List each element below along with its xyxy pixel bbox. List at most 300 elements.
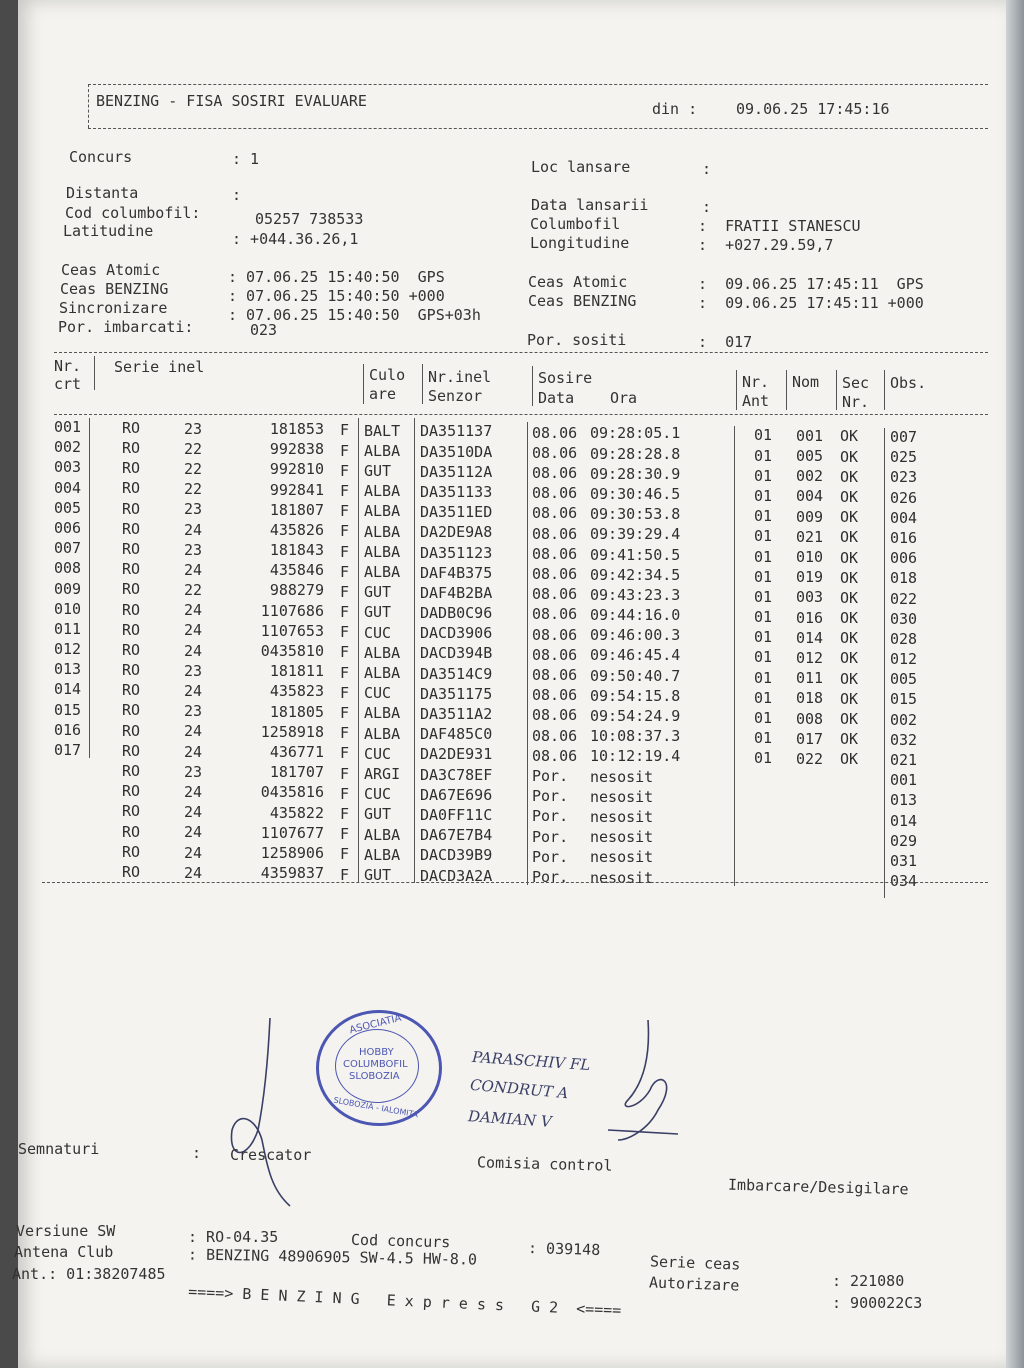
- cell-obs: 014: [890, 811, 918, 830]
- cell-inel: 1258918: [260, 722, 324, 741]
- cell-obs: 005: [890, 670, 918, 689]
- cell-inel: 988279: [269, 581, 324, 600]
- cell-data: Por.: [532, 847, 569, 866]
- concurs-label: Concurs: [69, 148, 133, 166]
- table-row: [18, 559, 1008, 588]
- cell-an: 22: [184, 439, 203, 458]
- cell-inel: 181853: [269, 419, 324, 438]
- cell-obs: 007: [890, 428, 918, 447]
- cell-obs: 013: [890, 791, 918, 810]
- cell-nom: 001: [796, 426, 824, 445]
- cell-data: 08.06: [532, 746, 578, 765]
- cell-an: 23: [184, 661, 203, 680]
- cell-senzor: DACD39B9: [420, 846, 493, 865]
- col-data: Data: [538, 389, 575, 407]
- cell-data: 08.06: [532, 625, 578, 644]
- col-ant: Ant: [742, 392, 770, 410]
- versiune-sw-value: : RO-04.35: [188, 1228, 279, 1246]
- cell-culoare: ALBA: [364, 643, 401, 662]
- ceas-atomic-start-label: Ceas Atomic: [61, 261, 161, 279]
- cell-nom: 005: [796, 447, 824, 466]
- cell-tara: RO: [122, 661, 141, 680]
- cell-an: 23: [184, 762, 203, 781]
- col-divider: [94, 356, 95, 390]
- ceas-atomic-end-label: Ceas Atomic: [528, 273, 628, 291]
- cell-an: 24: [184, 823, 203, 842]
- cell-nom: 009: [796, 507, 824, 526]
- cell-ora: 09:28:05.1: [590, 424, 681, 443]
- cell-sex: F: [340, 603, 350, 622]
- ceas-benzing-start-label: Ceas BENZING: [60, 280, 169, 298]
- cell-nr: 010: [54, 599, 82, 618]
- cell-senzor: DACD3906: [420, 624, 493, 643]
- cell-senzor: DA2DE9A8: [420, 523, 493, 542]
- cell-tara: RO: [122, 418, 141, 437]
- cell-obs: 018: [890, 569, 918, 588]
- cell-an: 24: [184, 520, 203, 539]
- ceas-benzing-start-value: : 07.06.25 15:40:50 +000: [228, 287, 445, 305]
- sincronizare-label: Sincronizare: [59, 299, 168, 317]
- col-divider: [363, 364, 364, 404]
- col-ora: Ora: [610, 389, 638, 407]
- col-sec: Sec: [842, 374, 870, 392]
- cell-data: Por.: [532, 867, 569, 886]
- col-divider: [736, 370, 737, 410]
- cell-sex: F: [340, 502, 350, 521]
- cell-senzor: DAF485C0: [420, 725, 493, 744]
- cell-nom: 018: [796, 689, 824, 708]
- cell-inel: 992810: [269, 460, 324, 479]
- cell-culoare: ALBA: [364, 663, 401, 682]
- cell-senzor: DACD394B: [420, 644, 493, 663]
- cell-data: 08.06: [532, 686, 578, 705]
- cell-inel: 435846: [269, 561, 324, 580]
- cell-sec: OK: [840, 548, 859, 567]
- cell-senzor: DAF4B2BA: [420, 583, 493, 602]
- cell-obs: 025: [890, 448, 918, 467]
- cell-obs: 021: [890, 751, 918, 770]
- cell-inel: 435822: [269, 803, 324, 822]
- cell-nom: 012: [796, 648, 824, 667]
- cell-ora: nesosit: [590, 848, 654, 867]
- loc-lansare-value: :: [702, 160, 712, 178]
- distanta-value: :: [232, 186, 242, 204]
- cell-sex: F: [340, 542, 350, 561]
- cell-inel: 181707: [269, 763, 324, 782]
- cell-data: 08.06: [532, 665, 578, 684]
- cell-ora: nesosit: [590, 868, 654, 887]
- cell-an: 24: [184, 843, 203, 862]
- cell-nr: 004: [54, 478, 82, 497]
- cell-senzor: DA0FF11C: [420, 805, 493, 824]
- cell-data: 08.06: [532, 605, 578, 624]
- serie-ceas-label: Serie ceas: [649, 1252, 741, 1274]
- cell-ora: 10:08:37.3: [590, 727, 681, 746]
- stamp-top-text: ASOCIATIA: [348, 1012, 403, 1037]
- cell-sex: F: [340, 805, 350, 824]
- imbarcare-desigilare-label: Imbarcare/Desigilare: [727, 1175, 909, 1199]
- cell-ant: 01: [754, 426, 773, 445]
- col-obs: Obs.: [890, 374, 927, 392]
- cell-ora: 09:30:53.8: [590, 505, 681, 524]
- col-nr-ant: Nr.: [742, 373, 770, 391]
- table-row: [18, 438, 1008, 467]
- comisia-control-label: Comisia control: [476, 1153, 613, 1175]
- table-row: [18, 720, 1008, 749]
- header-left-rule: [88, 84, 89, 128]
- cell-sec: OK: [840, 710, 859, 729]
- table-row: [18, 579, 1008, 608]
- cell-tara: RO: [122, 701, 141, 720]
- cell-tara: RO: [122, 862, 141, 881]
- cell-nr: 002: [54, 438, 82, 457]
- cod-concurs-label: Cod concurs: [350, 1230, 451, 1252]
- cod-columbofil-label: Cod columbofil:: [65, 204, 201, 222]
- cell-tara: RO: [122, 580, 141, 599]
- cell-nom: 003: [796, 588, 824, 607]
- cell-nr: 005: [54, 498, 82, 517]
- cell-nom: 019: [796, 568, 824, 587]
- cell-ant: 01: [754, 608, 773, 627]
- cell-tara: RO: [122, 560, 141, 579]
- cell-inel: 181807: [269, 500, 324, 519]
- cell-an: 23: [184, 419, 203, 438]
- cell-sex: F: [340, 865, 350, 884]
- cell-ant: 01: [754, 668, 773, 687]
- col-nr-inel: Nr.inel: [428, 368, 492, 386]
- col-nr: Nr.: [54, 357, 82, 375]
- cell-an: 24: [184, 641, 203, 660]
- table-row: [18, 862, 1008, 891]
- cell-nom: 008: [796, 709, 824, 728]
- por-imbarcati-value: 023: [250, 321, 278, 339]
- cell-sex: F: [340, 683, 350, 702]
- table-row: [18, 761, 1008, 790]
- cell-ant: 01: [754, 567, 773, 586]
- cell-senzor: DACD3A2A: [420, 866, 493, 885]
- cell-culoare: CUC: [364, 623, 392, 642]
- table-row: [18, 640, 1008, 669]
- cell-nr: 013: [54, 660, 82, 679]
- cell-obs: 004: [890, 508, 918, 527]
- cell-nr: 012: [54, 640, 82, 659]
- cell-sec: OK: [840, 689, 859, 708]
- versiune-sw-label: Versiune SW: [16, 1222, 116, 1240]
- table-row: [18, 802, 1008, 830]
- cell-tara: RO: [122, 519, 141, 538]
- cell-obs: 001: [890, 771, 918, 790]
- cell-sec: OK: [840, 750, 859, 769]
- cell-senzor: DA35112A: [420, 462, 493, 481]
- table-row: [18, 458, 1008, 487]
- col-divider: [836, 370, 837, 410]
- cell-ant: 01: [754, 749, 773, 768]
- cell-sex: F: [340, 663, 350, 682]
- cell-senzor: DA3514C9: [420, 664, 493, 683]
- cell-sec: OK: [840, 609, 859, 628]
- cell-obs: 002: [890, 710, 918, 729]
- cell-obs: 031: [890, 851, 918, 870]
- table-row: [18, 842, 1008, 870]
- col-culoare-2: are: [369, 385, 397, 403]
- cell-inel: 181843: [269, 541, 324, 560]
- cell-senzor: DA351175: [420, 684, 493, 703]
- cell-ora: nesosit: [590, 828, 654, 847]
- cell-ora: 09:54:15.8: [590, 686, 681, 705]
- data-lansarii-value: :: [702, 198, 712, 216]
- cell-tara: RO: [122, 842, 141, 861]
- columbofil-label: Columbofil: [530, 215, 621, 233]
- cell-senzor: DA3511ED: [420, 503, 493, 522]
- cell-nr: 009: [54, 579, 82, 598]
- table-row: [18, 782, 1008, 810]
- table-row: [18, 418, 1008, 447]
- cell-tara: RO: [122, 782, 141, 801]
- cell-data: 08.06: [532, 544, 578, 563]
- cell-senzor: DADB0C96: [420, 604, 493, 623]
- cell-culoare: ALBA: [364, 441, 401, 460]
- cell-ant: 01: [754, 729, 773, 748]
- ceas-benzing-end-label: Ceas BENZING: [528, 292, 637, 310]
- cell-tara: RO: [122, 802, 141, 821]
- antenna-id: Ant.: 01:38207485: [12, 1265, 166, 1283]
- cell-ora: 09:44:16.0: [590, 606, 681, 625]
- cell-data: 08.06: [532, 484, 578, 503]
- cell-tara: RO: [122, 620, 141, 639]
- cell-culoare: GUT: [364, 805, 392, 824]
- table-row: [18, 822, 1008, 850]
- serie-ceas-value: : 221080: [832, 1272, 905, 1290]
- col-culoare: Culo: [369, 366, 406, 384]
- autorizare-label: Autorizare: [648, 1273, 740, 1295]
- cod-concurs-value: : 039148: [527, 1239, 601, 1259]
- cell-sex: F: [340, 724, 350, 743]
- cell-sex: F: [340, 441, 350, 460]
- table-row: [18, 498, 1008, 527]
- cell-inel: 992838: [269, 440, 324, 459]
- cell-ora: 09:46:45.4: [590, 646, 681, 665]
- cell-nom: 017: [796, 729, 824, 748]
- cell-culoare: ALBA: [364, 825, 401, 844]
- cell-nom: 016: [796, 608, 824, 627]
- cell-sec: OK: [840, 730, 859, 749]
- cell-sec: OK: [840, 487, 859, 506]
- cell-obs: 034: [890, 872, 918, 891]
- cell-senzor: DA351137: [420, 422, 493, 441]
- cell-ora: nesosit: [590, 787, 654, 806]
- col-crt: crt: [54, 375, 82, 393]
- semnaturi-colon: :: [192, 1144, 202, 1162]
- cell-culoare: ALBA: [364, 522, 401, 541]
- cell-culoare: ALBA: [364, 724, 401, 743]
- col-divider: [532, 366, 533, 406]
- cell-nr: 007: [54, 539, 82, 558]
- cell-inel: 1107677: [260, 823, 324, 842]
- data-lansarii-label: Data lansarii: [531, 196, 649, 214]
- cell-nom: 010: [796, 548, 824, 567]
- table-row: [18, 599, 1008, 628]
- cell-ant: 01: [754, 466, 773, 485]
- semnaturi-label: Semnaturi: [18, 1140, 100, 1158]
- signature-comisia: [588, 1010, 698, 1150]
- cell-culoare: ALBA: [364, 502, 401, 521]
- cell-nr: 014: [54, 680, 82, 699]
- background-edge: [1006, 0, 1024, 1368]
- cell-an: 23: [184, 702, 203, 721]
- cell-tara: RO: [122, 479, 141, 498]
- cell-sec: OK: [840, 588, 859, 607]
- cell-culoare: CUC: [364, 744, 392, 763]
- cell-sex: F: [340, 623, 350, 642]
- cell-obs: 026: [890, 488, 918, 507]
- cell-nr: 016: [54, 720, 82, 739]
- cell-senzor: DA351123: [420, 543, 493, 562]
- cell-nr: 008: [54, 559, 82, 578]
- benzing-brand-line: ====> B E N Z I N G E x p r e s s G 2 <====: [187, 1282, 622, 1320]
- cell-tara: RO: [122, 438, 141, 457]
- cell-ora: 09:54:24.9: [590, 707, 681, 726]
- table-row: [18, 741, 1008, 770]
- cell-nom: 004: [796, 487, 824, 506]
- cell-an: 22: [184, 480, 203, 499]
- cell-ant: 01: [754, 688, 773, 707]
- columbofil-value: : FRATII STANESCU: [698, 217, 861, 235]
- stamp-line-3: SLOBOZIA: [349, 1071, 400, 1082]
- cell-an: 24: [184, 782, 203, 801]
- stamp-line-1: HOBBY: [359, 1047, 394, 1058]
- col-senzor: Senzor: [428, 387, 483, 405]
- cell-ant: 01: [754, 648, 773, 667]
- cell-data: 08.06: [532, 524, 578, 543]
- cell-sex: F: [340, 461, 350, 480]
- header-top-rule: [88, 84, 988, 85]
- table-row: [18, 478, 1008, 507]
- cell-obs: 023: [890, 468, 918, 487]
- cell-nom: 002: [796, 467, 824, 486]
- cell-sex: F: [340, 481, 350, 500]
- cell-tara: RO: [122, 640, 141, 659]
- cell-an: 23: [184, 500, 203, 519]
- cell-an: 24: [184, 560, 203, 579]
- cell-obs: 032: [890, 730, 918, 749]
- cell-culoare: ALBA: [364, 845, 401, 864]
- cell-sex: F: [340, 643, 350, 662]
- col-sosire: Sosire: [538, 369, 593, 387]
- cell-an: 23: [184, 540, 203, 559]
- cell-an: 24: [184, 621, 203, 640]
- cell-data: 08.06: [532, 464, 578, 483]
- handwritten-name-3: DAMIAN V: [467, 1107, 553, 1131]
- col-nom: Nom: [792, 373, 820, 391]
- cell-an: 24: [184, 722, 203, 741]
- cell-sec: OK: [840, 649, 859, 668]
- cell-an: 24: [184, 863, 203, 882]
- cell-sex: F: [340, 784, 350, 803]
- longitudine-value: : +027.29.59,7: [698, 236, 834, 254]
- cell-senzor: DA67E696: [420, 785, 493, 804]
- cell-culoare: GUT: [364, 462, 392, 481]
- cell-senzor: DA3510DA: [420, 442, 493, 461]
- cell-sex: F: [340, 522, 350, 541]
- cell-nr: 015: [54, 700, 82, 719]
- stamp-line-2: COLUMBOFIL: [343, 1059, 408, 1070]
- cell-nr: 011: [54, 619, 82, 638]
- table-header-rule: [54, 414, 988, 415]
- cell-tara: RO: [122, 721, 141, 740]
- cell-nom: 014: [796, 628, 824, 647]
- cell-inel: 181811: [269, 662, 324, 681]
- cell-sex: F: [340, 582, 350, 601]
- cell-obs: 006: [890, 549, 918, 568]
- cell-inel: 4359837: [260, 864, 324, 883]
- cell-ant: 01: [754, 709, 773, 728]
- cell-sec: OK: [840, 629, 859, 648]
- cell-culoare: ALBA: [364, 542, 401, 561]
- autorizare-value: : 900022C3: [832, 1294, 923, 1312]
- report-title: BENZING - FISA SOSIRI EVALUARE: [96, 92, 367, 110]
- table-row: [18, 680, 1008, 709]
- cell-ora: 09:28:30.9: [590, 464, 681, 483]
- cell-ant: 01: [754, 587, 773, 606]
- cell-nr: 006: [54, 518, 82, 537]
- ceas-atomic-end-value: : 09.06.25 17:45:11 GPS: [698, 275, 924, 293]
- cell-nr: 001: [54, 418, 82, 436]
- cell-an: 24: [184, 742, 203, 761]
- cell-an: 22: [184, 459, 203, 478]
- cell-inel: 1107653: [260, 621, 324, 640]
- cell-inel: 435823: [269, 682, 324, 701]
- cell-data: 08.06: [532, 565, 578, 584]
- cell-obs: 015: [890, 690, 918, 709]
- stamp-bottom-text: SLOBOZIA - IALOMITA: [332, 1095, 419, 1120]
- cell-ant: 01: [754, 527, 773, 546]
- printed-sheet: [12, 0, 1008, 1368]
- cell-data: 08.06: [532, 645, 578, 664]
- handwritten-name-2: CONDRUT A: [469, 1075, 570, 1103]
- cell-inel: 0435810: [260, 642, 324, 661]
- table-row: [18, 518, 1008, 547]
- cell-obs: 030: [890, 609, 918, 628]
- ceas-atomic-start-value: : 07.06.25 15:40:50 GPS: [228, 268, 445, 286]
- antena-club-value: : BENZING 48906905 SW-4.5 HW-8.0: [187, 1245, 478, 1269]
- cell-senzor: DA3C78EF: [420, 765, 493, 784]
- cell-sex: F: [340, 704, 350, 723]
- table-row: [18, 700, 1008, 729]
- cell-an: 24: [184, 803, 203, 822]
- cell-obs: 016: [890, 528, 918, 547]
- cell-culoare: ALBA: [364, 563, 401, 582]
- cell-tara: RO: [122, 499, 141, 518]
- cell-ant: 01: [754, 486, 773, 505]
- cell-ant: 01: [754, 507, 773, 526]
- cell-sex: F: [340, 845, 350, 864]
- cell-nr: 003: [54, 458, 82, 477]
- cell-sec: OK: [840, 447, 859, 466]
- antena-club-label: Antena Club: [14, 1243, 114, 1261]
- crescator-label: Crescator: [230, 1146, 312, 1164]
- cell-data: 08.06: [532, 726, 578, 745]
- cell-tara: RO: [122, 822, 141, 841]
- loc-lansare-label: Loc lansare: [531, 158, 631, 176]
- cell-ora: 09:28:28.8: [590, 444, 681, 463]
- handwritten-name-1: PARASCHIV FL: [471, 1047, 591, 1075]
- cell-sex: F: [340, 764, 350, 783]
- cell-data: Por.: [532, 807, 569, 826]
- cell-culoare: BALT: [364, 421, 401, 440]
- latitudine-label: Latitudine: [63, 222, 154, 240]
- cell-sex: F: [340, 825, 350, 844]
- cell-obs: 022: [890, 589, 918, 608]
